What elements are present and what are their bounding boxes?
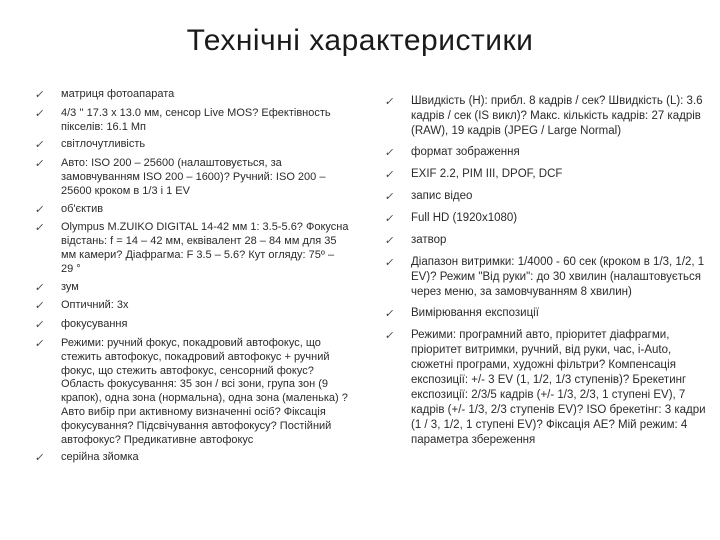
bullet-list-item	[385, 94, 707, 139]
checkmark-bullet-icon: ✓	[34, 158, 46, 171]
bullet-list-item	[385, 167, 707, 183]
bullet-list-item	[385, 145, 707, 161]
checkmark-bullet-icon: ✓	[34, 222, 46, 235]
bullet-list-item	[35, 157, 349, 198]
list-item-text: Full HD (1920x1080)	[411, 212, 518, 224]
checkmark-bullet-icon: ✓	[34, 452, 46, 465]
bullet-list-item	[385, 328, 707, 448]
bullet-list-item	[35, 318, 349, 333]
list-item-text: 4/3 '' 17.3 x 13.0 мм, сенсор Live MOS? Ефектівность пікселів: 16.1 Мп	[61, 106, 331, 133]
checkmark-bullet-icon: ✓	[34, 319, 46, 332]
list-item-text: світлочутливість	[61, 138, 146, 151]
bullet-list-item	[35, 203, 349, 218]
checkmark-bullet-icon: ✓	[383, 169, 396, 181]
list-item-text: запис відео	[411, 190, 473, 202]
list-item-text: Оптичний: 3x	[61, 299, 129, 312]
checkmark-bullet-icon: ✓	[34, 139, 46, 152]
checkmark-bullet-icon: ✓	[383, 308, 396, 320]
bullet-list-item	[35, 107, 349, 135]
checkmark-bullet-icon: ✓	[34, 107, 46, 120]
bullet-list-item	[385, 211, 707, 227]
list-item-text: Авто: ISO 200 – 25600 (налаштовується, за замовчуванням ISO 200 – 1600)? Ручний: ISO 200 – 25600 кроком в 1/3 і 1 EV	[61, 157, 326, 197]
list-item-text: EXIF 2.2, PIM III, DPOF, DCF	[411, 168, 563, 180]
list-item-text: матриця фотоапарата	[61, 88, 175, 100]
checkmark-bullet-icon: ✓	[383, 213, 396, 225]
checkmark-bullet-icon: ✓	[34, 300, 46, 313]
bullet-list-item	[35, 451, 349, 466]
checkmark-bullet-icon: ✓	[383, 235, 396, 247]
bullet-list-item	[385, 189, 707, 205]
bullet-list-item	[35, 281, 349, 296]
bullet-list-item	[35, 299, 349, 314]
list-item-text: Режими: програмний авто, пріоритет діафрагми, пріоритет витримки, ручний, від руки, час, i-Auto, сюжетні програми, художні фільтри? Компенсація експозиції: +/- 3 EV (1, 1/2, 1/3 ступенів)? Брекетинг експозиції: 2/3/5 кадрів (+/- 1/3, 2/3, 1 ступені EV), 7 кадрів (+/- 1/3, 2/3 ступенів EV)? ISO брекетінг: 3 кадри (1 / 3, 1/2, 1 ступені EV)? Фіксація АЕ? Мій режим: 4 параметра збереження	[411, 329, 706, 446]
bullet-list-item	[385, 255, 707, 300]
list-item-text: Діапазон витримки: 1/4000 - 60 сек (кроком в 1/3, 1/2, 1 EV)? Режим "Від руки": до 30 хвилин (налаштовується через меню, за замовчуванням 8 хвилин)	[411, 256, 705, 298]
list-item-text: зум	[61, 280, 79, 293]
checkmark-bullet-icon: ✓	[34, 337, 46, 350]
list-item-text: затвор	[411, 234, 447, 246]
checkmark-bullet-icon: ✓	[34, 203, 46, 216]
content-columns	[0, 88, 720, 470]
checkmark-bullet-icon: ✓	[383, 257, 396, 269]
list-item-text: формат зображення	[411, 146, 520, 158]
bullet-list-item	[35, 138, 349, 153]
bullet-list-item	[35, 221, 349, 276]
checkmark-bullet-icon: ✓	[34, 281, 46, 294]
list-item-text: об'єктив	[61, 202, 104, 215]
bullet-list-item	[35, 337, 349, 447]
checkmark-bullet-icon: ✓	[383, 147, 396, 159]
slide-title: Технічні характеристики	[186, 24, 534, 57]
bullet-list-item	[385, 306, 707, 322]
list-item-text: Olympus M.ZUIKO DIGITAL 14-42 мм 1: 3.5-5.6? Фокусна відстань: f = 14 – 42 мм, еквівалент 28 – 84 мм для 35 мм камери? Діафрагма: F 3.5 – 5.6? Кут огляду: 75º – 29 °	[61, 221, 349, 275]
bullet-list-item	[35, 88, 349, 103]
checkmark-bullet-icon: ✓	[34, 89, 46, 101]
list-item-text: серійна зйомка	[61, 451, 139, 464]
left-column-list	[35, 88, 349, 470]
checkmark-bullet-icon: ✓	[383, 96, 396, 108]
checkmark-bullet-icon: ✓	[383, 191, 396, 203]
right-column-list	[385, 88, 707, 470]
checkmark-bullet-icon: ✓	[383, 330, 396, 342]
list-item-text: Вимірювання експозиції	[411, 307, 539, 319]
list-item-text: фокусування	[61, 318, 128, 331]
list-item-text: Швидкість (H): прибл. 8 кадрів / сек? Швидкість (L): 3.6 кадрів / сек (IS викл)? Макс. кількість кадрів: 27 кадрів (RAW), 19 кадрів (JPEG / Large Normal)	[411, 95, 703, 137]
list-item-text: Режими: ручний фокус, покадровий автофокус, що стежить автофокус, покадровий автофокус + ручний фокус, що стежить автофокус, сенсорний фокус? Область фокусування: 35 зон / всі зони, група зон (9 крапок), одна зона (нормальна), одна зона (маленька) ? Авто вибір при активному визначенні осіб? Фіксація фокусування? Підсвічування автофокусу? Постійний автофокус? Предикативне автофокус	[61, 336, 348, 446]
bullet-list-item	[385, 233, 707, 249]
